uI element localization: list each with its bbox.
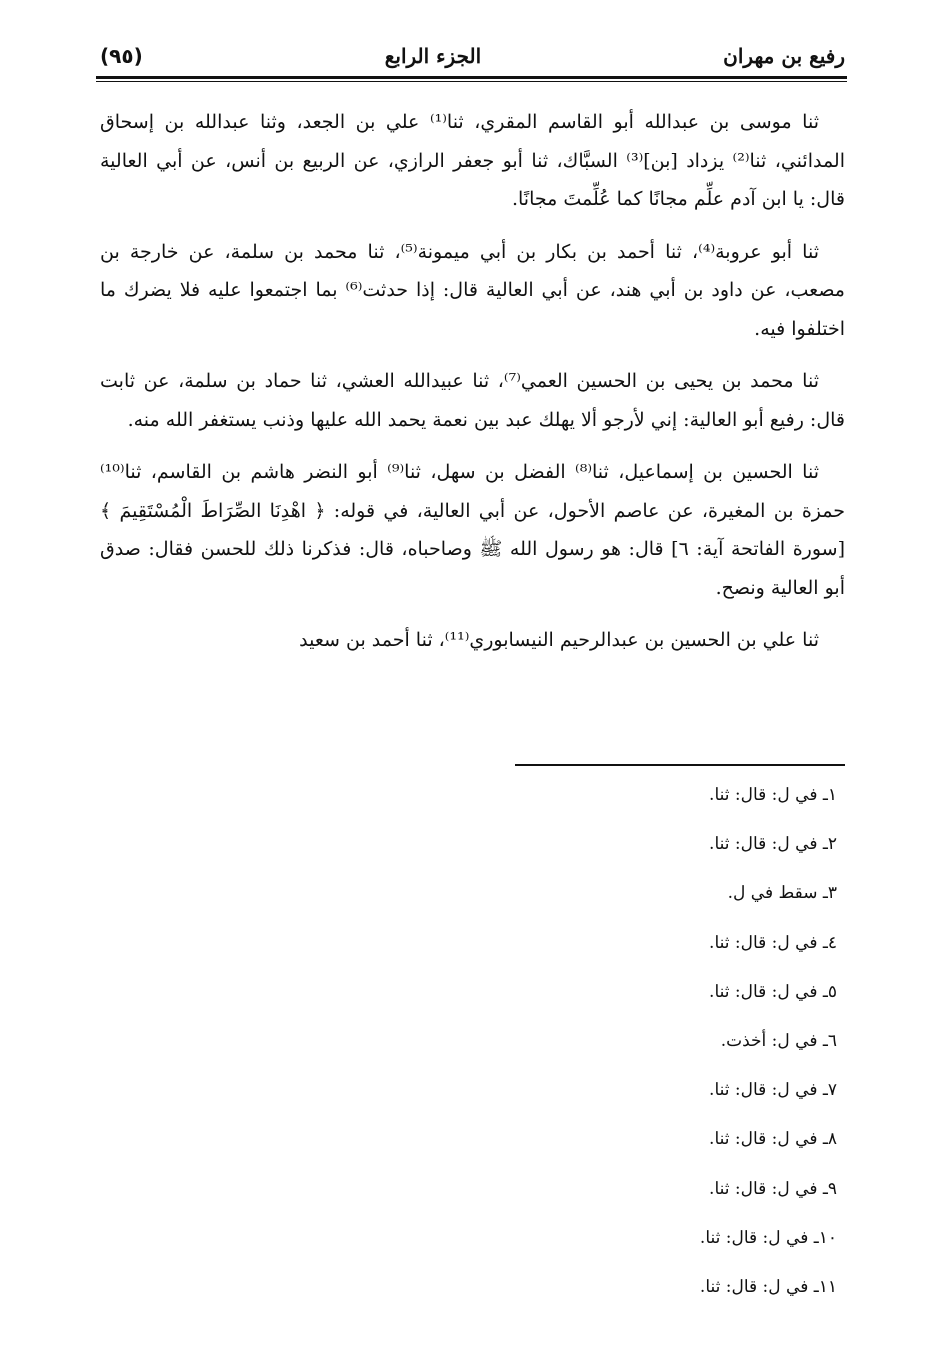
footnote: ٣ـ سقط في ل.: [727, 883, 837, 904]
footnote: ١٠ـ في ل: قال: ثنا.: [699, 1227, 837, 1248]
footnote: ٨ـ في ل: قال: ثنا.: [709, 1129, 837, 1150]
footnote: ٧ـ في ل: قال: ثنا.: [709, 1080, 837, 1101]
footnote: ٤ـ في ل: قال: ثنا.: [709, 932, 837, 953]
footnote: ٥ـ في ل: قال: ثنا.: [709, 981, 837, 1002]
footnote: ١١ـ في ل: قال: ثنا.: [699, 1276, 837, 1297]
page-number: (٩٥): [100, 44, 143, 68]
header-rule: [96, 76, 847, 79]
footnote: ١ـ في ل: قال: ثنا.: [709, 785, 837, 805]
running-title: رفيع بن مهران: [723, 44, 845, 68]
header-rule-thin: [96, 81, 847, 82]
paragraph: ثنا أبو عروبة⁽⁴⁾، ثنا أحمد بن بكار بن أبي ميمونة⁽⁵⁾، ثنا محمد بن سلمة، عن خارجة بن مصعب، عن داود بن أبي هند، عن أبي العالية قال: إذا حدثت⁽⁶⁾ بما اجتمعوا عليه فلا يضرك ما اختلفوا فيه.: [100, 240, 845, 340]
page-header: [100, 38, 845, 74]
footnote: ٢ـ في ل: قال: ثنا.: [709, 834, 837, 855]
footnote: ٩ـ في ل: قال: ثنا.: [709, 1178, 837, 1199]
footnote-separator: [515, 764, 845, 766]
paragraph: ثنا علي بن الحسين بن عبدالرحيم النيسابوري⁽¹¹⁾، ثنا أحمد بن سعيد: [299, 629, 819, 651]
main-text: [100, 103, 845, 674]
footnotes: [100, 780, 837, 1321]
paragraph: ثنا محمد بن يحيى بن الحسين العمي⁽⁷⁾، ثنا عبيدالله العشي، ثنا حماد بن سلمة، عن ثابت قال: رفيع أبو العالية: إني لأرجو ألا يهلك عبد بين نعمة يحمد الله عليها وذنب يستغفر الله منه.: [100, 370, 845, 431]
footnote: ٦ـ في ل: أخذت.: [720, 1030, 837, 1051]
volume-title: الجزء الرابع: [384, 44, 482, 68]
paragraph: ثنا موسى بن عبدالله أبو القاسم المقري، ثنا⁽¹⁾ علي بن الجعد، وثنا عبدالله بن إسحاق المدائني، ثنا⁽²⁾ يزداد [بن]⁽³⁾ السبَّاك، ثنا أبو جعفر الرازي، عن الربيع بن أنس، عن أبي العالية قال: يا ابن آدم علِّم مجانًا كما عُلِّمتَ مجانًا.: [100, 111, 846, 210]
paragraph: ثنا الحسين بن إسماعيل، ثنا⁽⁸⁾ الفضل بن سهل، ثنا⁽⁹⁾ أبو النضر هاشم بن القاسم، ثنا⁽¹⁰⁾ حمزة بن المغيرة، عن عاصم الأحول، عن أبي العالية، في قوله: ﴿ اهْدِنَا الصِّرَاطَ الْمُسْتَقِيمَ ﴾ [سورة الفاتحة آية: ٦] قال: هو رسول الله ﷺ وصاحباه، قال: فذكرنا ذلك للحسن فقال: صدق أبو العالية ونصح.: [100, 461, 845, 599]
